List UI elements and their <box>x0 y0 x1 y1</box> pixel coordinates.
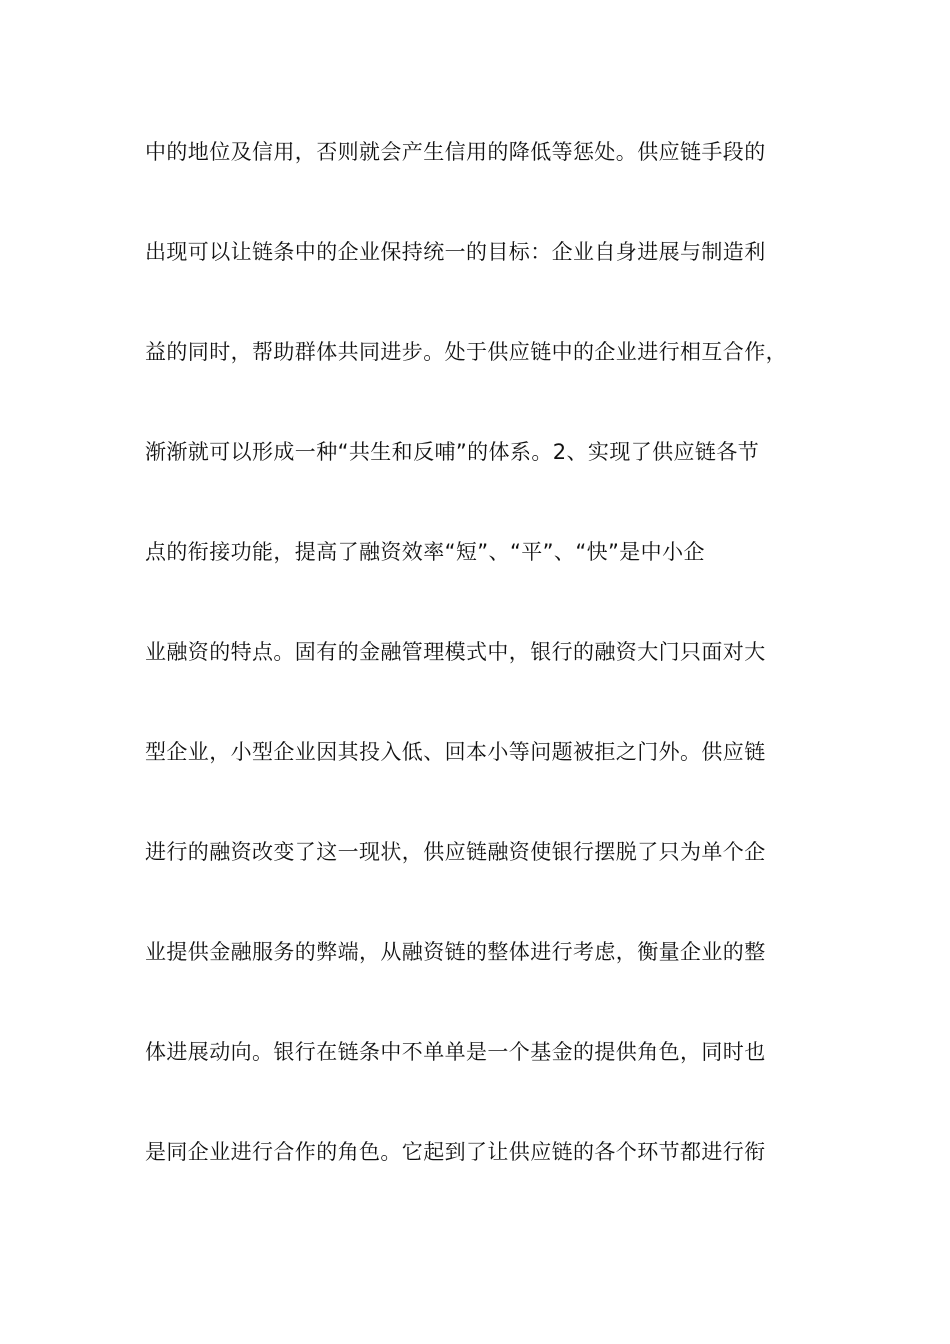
text-line: 进行的融资改变了这一现状，供应链融资使银行摆脱了只为单个企 <box>145 840 766 864</box>
text-line: 渐渐就可以形成一种“共生和反哺”的体系。2、实现了供应链各节 <box>145 440 760 464</box>
text-line: 点的衔接功能，提高了融资效率“短”、“平”、“快”是中小企 <box>145 540 705 564</box>
body-text <box>145 127 825 1227</box>
text-line: 中的地位及信用，否则就会产生信用的降低等惩处。供应链手段的 <box>145 140 766 164</box>
text-line: 益的同时，帮助群体共同进步。处于供应链中的企业进行相互合作， <box>145 340 787 364</box>
text-line: 型企业，小型企业因其投入低、回本小等问题被拒之门外。供应链 <box>145 740 766 764</box>
text-line: 体进展动向。银行在链条中不单单是一个基金的提供角色，同时也 <box>145 1040 766 1064</box>
text-line: 是同企业进行合作的角色。它起到了让供应链的各个环节都进行衔 <box>145 1140 766 1164</box>
text-line: 业融资的特点。固有的金融管理模式中，银行的融资大门只面对大 <box>145 640 766 664</box>
text-line: 业提供金融服务的弊端，从融资链的整体进行考虑，衡量企业的整 <box>145 940 766 964</box>
text-line: 出现可以让链条中的企业保持统一的目标：企业自身进展与制造利 <box>145 240 766 264</box>
